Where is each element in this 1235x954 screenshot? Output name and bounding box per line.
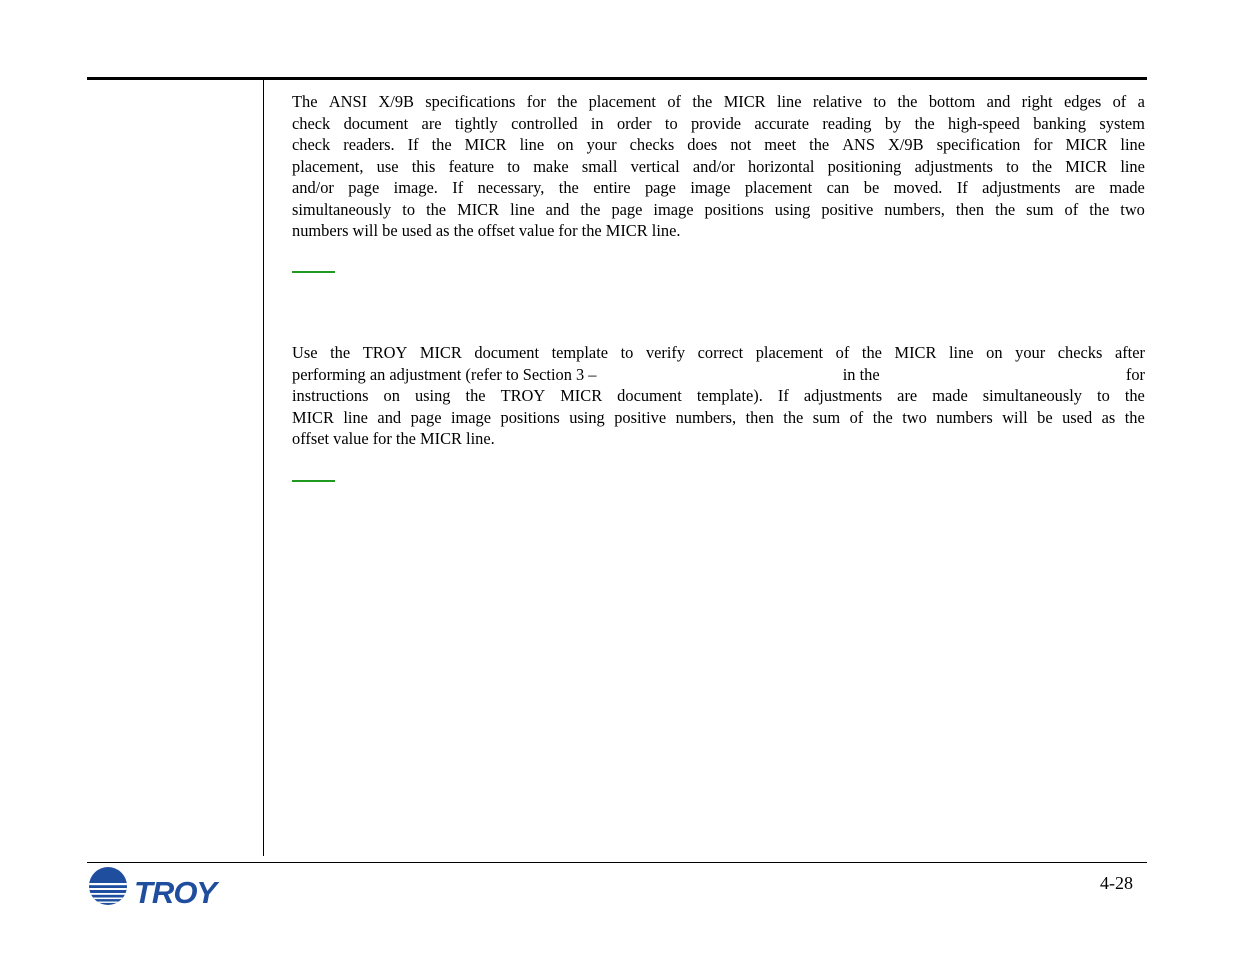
troy-logo	[88, 865, 223, 909]
word: line	[776, 92, 802, 111]
word: a	[1137, 92, 1145, 111]
word: check	[292, 113, 331, 133]
word: Use	[292, 343, 318, 362]
word: MICR	[723, 92, 766, 111]
word: instructions	[292, 386, 369, 405]
text-line	[292, 177, 1145, 199]
sidebar-divider	[263, 80, 264, 856]
word: line	[510, 199, 535, 219]
text-line	[292, 199, 1145, 221]
word: placement	[755, 343, 824, 362]
word: on	[383, 386, 400, 405]
word: two	[902, 407, 927, 427]
word: line	[519, 135, 545, 154]
word: does	[687, 135, 718, 154]
word: of	[849, 407, 864, 427]
word: positive	[614, 407, 667, 427]
word: controlled	[511, 113, 578, 133]
word: are	[1074, 178, 1095, 197]
text-line	[292, 134, 1145, 156]
word: MICR	[464, 135, 507, 154]
word: The	[292, 92, 318, 111]
word: adjustments	[914, 156, 993, 176]
word: and	[545, 199, 570, 219]
word: image	[450, 407, 492, 427]
word: sum	[1026, 199, 1054, 219]
text-line	[292, 407, 1145, 429]
text-line	[292, 385, 1145, 407]
link-underline-mark	[292, 480, 335, 482]
word: and/or	[692, 156, 735, 176]
word: correct	[697, 343, 744, 362]
footer-rule	[87, 862, 1147, 863]
word: and	[986, 92, 1011, 111]
word: MICR	[292, 407, 334, 427]
word: document	[617, 386, 682, 405]
word: of	[667, 92, 681, 111]
word: simultaneously	[292, 199, 392, 219]
word: right	[1021, 92, 1053, 111]
word: page	[348, 178, 380, 197]
word: TROY	[500, 386, 546, 405]
word: to	[1006, 156, 1019, 176]
paragraph-micr-specifications	[292, 91, 1145, 242]
word: to	[620, 343, 634, 362]
word: MICR	[560, 386, 603, 405]
word: the	[692, 92, 713, 111]
word: MICR	[1065, 135, 1108, 154]
word: ANS	[842, 135, 876, 154]
word: banking	[1033, 113, 1087, 133]
word: line	[343, 407, 368, 427]
word: positions	[704, 199, 764, 219]
word: to	[402, 199, 416, 219]
text-line-content: offset value for the MICR line.	[292, 429, 495, 448]
word: then	[745, 407, 774, 427]
text-line	[292, 364, 1145, 386]
word: numbers	[936, 407, 993, 427]
word: the	[872, 407, 893, 427]
word: placement,	[292, 156, 364, 176]
word: vertical	[630, 156, 680, 176]
word: made	[932, 386, 968, 405]
word: your	[586, 135, 617, 154]
word: the	[465, 386, 486, 405]
link-underline-mark	[292, 271, 335, 273]
word: made	[1109, 178, 1145, 197]
word: will	[1002, 407, 1028, 427]
word: ANSI	[328, 92, 368, 111]
word: by	[884, 113, 902, 133]
header-rule	[87, 77, 1147, 80]
word: entire	[593, 178, 631, 197]
text-segment: in the	[842, 364, 880, 384]
word: of	[1112, 92, 1127, 111]
word: horizontal	[747, 156, 815, 176]
word: positive	[821, 199, 874, 219]
word: sum	[812, 407, 841, 427]
word: as	[1101, 407, 1116, 427]
text-line-content: numbers will be used as the offset value for the MICR line.	[292, 221, 681, 240]
word: your	[1015, 343, 1046, 362]
word: can	[826, 178, 850, 197]
word: line	[1120, 135, 1145, 154]
word: system	[1099, 113, 1145, 133]
word: relative	[812, 92, 862, 111]
word: this	[411, 156, 436, 176]
word: page	[644, 178, 676, 197]
word: the	[558, 178, 579, 197]
word: on	[986, 343, 1003, 362]
word: the	[1032, 156, 1053, 176]
word: the	[861, 343, 882, 362]
text-line	[292, 113, 1145, 135]
word: simultaneously	[982, 386, 1082, 405]
word: the	[897, 92, 918, 111]
word: not	[730, 135, 752, 154]
word: using	[569, 407, 605, 427]
word: If	[956, 178, 968, 197]
word: X/9B	[378, 92, 414, 111]
word: provide	[690, 113, 742, 133]
text-line	[292, 220, 1145, 242]
word: MICR	[894, 343, 937, 362]
word: to	[873, 92, 887, 111]
word: checks	[1057, 343, 1103, 362]
word: template	[551, 343, 609, 362]
word: page	[410, 407, 442, 427]
globe-icon	[88, 865, 128, 909]
word: line	[1120, 156, 1145, 176]
word: necessary,	[477, 178, 545, 197]
word: template).	[696, 386, 763, 405]
word: bottom	[928, 92, 976, 111]
word: use	[376, 156, 399, 176]
word: image	[690, 178, 731, 197]
word: placement	[744, 178, 813, 197]
logo-wordmark: TROY	[134, 875, 217, 909]
word: to	[507, 156, 520, 176]
word: X/9B	[888, 135, 924, 154]
word: high-speed	[947, 113, 1020, 133]
word: specification	[936, 135, 1021, 154]
word: MICR	[1065, 156, 1108, 176]
text-segment: for	[1125, 364, 1145, 384]
word: If	[452, 178, 464, 197]
word: verify	[645, 343, 686, 362]
word: adjustments	[803, 386, 883, 405]
word: are	[897, 386, 918, 405]
word: TROY	[362, 343, 408, 362]
word: using	[414, 386, 451, 405]
word: numbers,	[675, 407, 737, 427]
word: the	[1124, 407, 1145, 427]
word: be	[863, 178, 880, 197]
word: in	[590, 113, 604, 133]
word: for	[526, 92, 546, 111]
word: the	[330, 343, 351, 362]
text-line	[292, 428, 1145, 450]
word: the	[809, 135, 830, 154]
word: reading	[822, 113, 872, 133]
word: If	[407, 135, 419, 154]
word: the	[557, 92, 578, 111]
text-line	[292, 91, 1145, 113]
word: using	[774, 199, 811, 219]
word: the	[431, 135, 452, 154]
word: on	[557, 135, 574, 154]
word: small	[581, 156, 618, 176]
word: the	[426, 199, 447, 219]
word: moved.	[893, 178, 943, 197]
word: document	[474, 343, 540, 362]
word: the	[995, 199, 1016, 219]
word: order	[616, 113, 652, 133]
word: checks	[629, 135, 675, 154]
word: are	[421, 113, 442, 133]
word: two	[1120, 199, 1145, 219]
word: page	[611, 199, 643, 219]
word: the	[783, 407, 804, 427]
word: and	[377, 407, 402, 427]
word: numbers,	[884, 199, 945, 219]
word: to	[1097, 386, 1110, 405]
word: MICR	[419, 343, 462, 362]
word: for	[1033, 135, 1053, 154]
word: placement	[588, 92, 656, 111]
text-segment: performing an adjustment (refer to Section 3 –	[292, 364, 597, 384]
word: edges	[1063, 92, 1102, 111]
word: image.	[393, 178, 438, 197]
word: If	[777, 386, 789, 405]
word: readers.	[343, 135, 395, 154]
word: make	[533, 156, 569, 176]
word: adjustments	[982, 178, 1061, 197]
word: line	[949, 343, 974, 362]
word: used	[1062, 407, 1093, 427]
word: of	[835, 343, 850, 362]
text-line	[292, 156, 1145, 178]
page-number: 4-28	[1100, 873, 1133, 893]
word: specifications	[425, 92, 516, 111]
word: the	[1124, 386, 1145, 405]
word: positioning	[827, 156, 902, 176]
text-line	[292, 342, 1145, 364]
word: the	[580, 199, 601, 219]
word: the	[1089, 199, 1110, 219]
word: feature	[448, 156, 495, 176]
paragraph-template-verification	[292, 342, 1145, 450]
word: the	[914, 113, 935, 133]
word: MICR	[457, 199, 500, 219]
word: image	[653, 199, 694, 219]
word: accurate	[754, 113, 809, 133]
word: meet	[764, 135, 797, 154]
word: and/or	[292, 178, 334, 197]
word: positions	[500, 407, 560, 427]
word: then	[955, 199, 985, 219]
word: document	[343, 113, 409, 133]
word: tightly	[454, 113, 498, 133]
word: after	[1114, 343, 1145, 362]
word: to	[664, 113, 678, 133]
word: be	[1037, 407, 1053, 427]
word: of	[1064, 199, 1079, 219]
word: check	[292, 135, 331, 154]
